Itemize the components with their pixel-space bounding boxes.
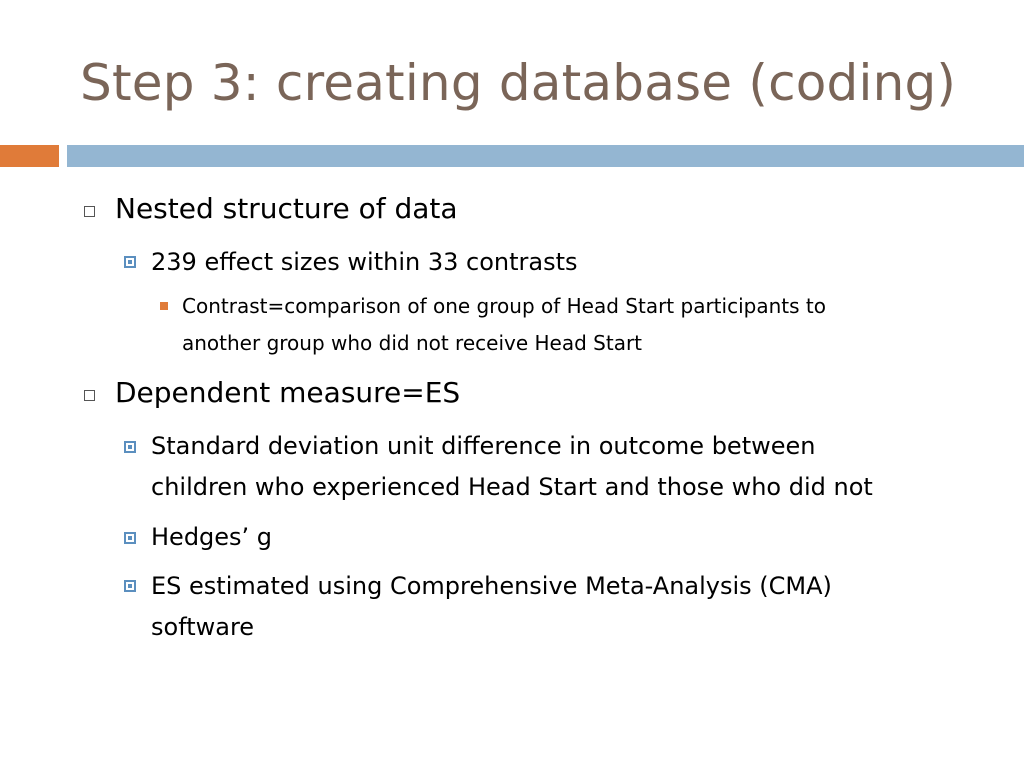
bullet-l2-es-estimated-line1: ES estimated using Comprehensive Meta-Analysis (CMA): [151, 572, 832, 600]
bullet-l3-contrast-line2: another group who did not receive Head Start: [182, 331, 643, 355]
slide-title: Step 3: creating database (coding): [80, 54, 957, 112]
bullet-l2-standard-deviation-line2: children who experienced Head Start and those who did not: [151, 473, 873, 501]
framed-square-icon: [124, 256, 136, 268]
bullet-l2-hedges-g: Hedges’ g: [151, 523, 273, 551]
hollow-square-icon: [84, 206, 95, 217]
hollow-square-icon: [84, 390, 95, 401]
bullet-l1-nested-structure: Nested structure of data: [115, 192, 458, 225]
framed-square-icon: [124, 580, 136, 592]
bullet-l3-contrast-line1: Contrast=comparison of one group of Head Start participants to: [182, 294, 826, 318]
bullet-l2-standard-deviation-line1: Standard deviation unit difference in outcome between: [151, 432, 816, 460]
filled-square-icon: [160, 302, 168, 310]
framed-square-icon: [124, 532, 136, 544]
bullet-l1-dependent-measure: Dependent measure=ES: [115, 376, 461, 409]
bullet-l2-effect-sizes: 239 effect sizes within 33 contrasts: [151, 248, 578, 276]
bullet-l2-es-estimated-line2: software: [151, 613, 255, 641]
framed-square-icon: [124, 441, 136, 453]
